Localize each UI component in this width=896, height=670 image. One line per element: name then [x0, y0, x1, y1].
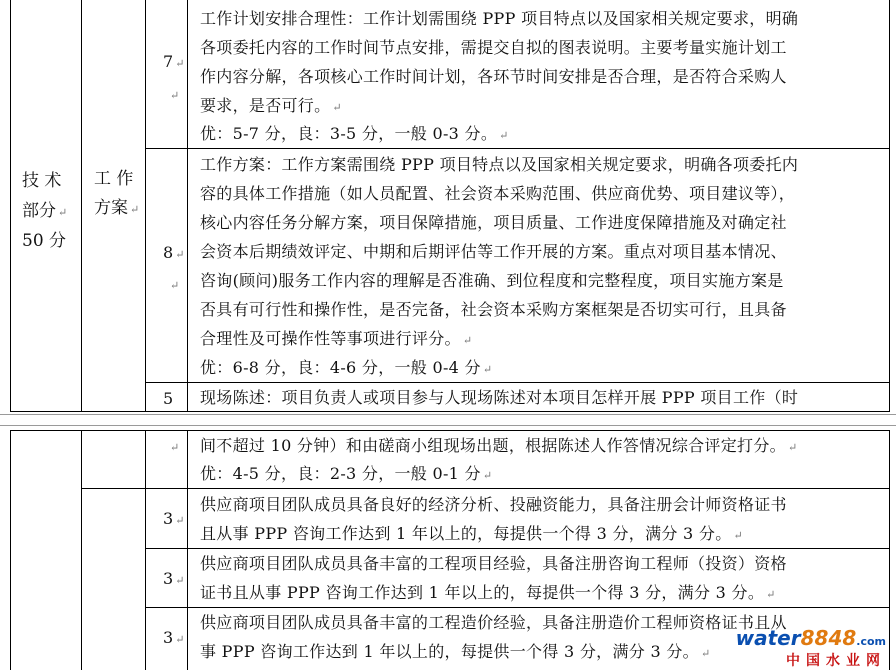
category-line: 50 分 [22, 231, 67, 251]
watermark-text: water8848.com [735, 626, 886, 650]
rating-line: 优：4-5 分，良：2-3 分，一般 0-1 分 ↵ [200, 464, 493, 483]
paragraph-mark: ↵ [170, 89, 180, 102]
subcategory-line: 方案 ↵ [94, 198, 140, 218]
rating-line: 优：6-8 分，良：4-6 分，一般 0-4 分 ↵ [200, 358, 493, 377]
subcategory-line: 工 作 [94, 169, 134, 189]
watermark-caption: 中国水业网 [786, 653, 886, 669]
criteria-line: 证书且从事 PPP 咨询工作达到 1 年以上的，每提供一个得 3 分，满分 3 分。 ↵ [200, 583, 776, 602]
criteria-line: 现场陈述：项目负责人或项目参与人现场陈述对本项目怎样开展 PPP 项目工作（时 [200, 388, 799, 407]
criteria-line: 且从事 PPP 咨询工作达到 1 年以上的，每提供一个得 3 分，满分 3 分。 ↵ [200, 524, 744, 543]
category-line: 部分 ↵ [22, 201, 68, 221]
score-cell: 3 ↵ [163, 509, 185, 528]
criteria-line: 要求，是否可行。 ↵ [200, 96, 342, 115]
score-cell: 3 ↵ [163, 628, 185, 647]
criteria-line: 咨询(顾问)服务工作内容的理解是否准确、到位程度和完整程度，项目实施方案是 [200, 271, 784, 290]
criteria-line: 工作计划安排合理性：工作计划需围绕 PPP 项目特点以及国家相关规定要求，明确 [200, 9, 799, 28]
criteria-line: 容的具体工作措施（如人员配置、社会资本采购范围、供应商优势、项目建议等）， [200, 184, 796, 203]
watermark-logo [735, 626, 890, 669]
criteria-line: 各项委托内容的工作时间节点安排，需提交自拟的图表说明。主要考量实施计划工 [200, 38, 787, 57]
criteria-line: 否具有可行性和操作性，是否完备，社会资本采购方案框架是否切实可行，且具备 [200, 300, 787, 319]
criteria-line: 核心内容任务分解方案，项目保障措施，项目质量、工作进度保障措施及对确定社 [200, 213, 787, 232]
criteria-line: 会资本后期绩效评定、中期和后期评估等工作开展的方案。重点对项目基本情况、 [200, 242, 787, 261]
criteria-line: 事 PPP 咨询工作达到 1 年以上的，每提供一个得 3 分，满分 3 分。 ↵ [200, 642, 711, 661]
criteria-line: 供应商项目团队成员具备丰富的工程项目经验，具备注册咨询工程师（投资）资格 [200, 554, 787, 573]
criteria-line: 合理性及可操作性等事项进行评分。 ↵ [200, 329, 473, 348]
criteria-line: 间不超过 10 分钟）和由磋商小组现场出题，根据陈述人作答情况综合评定打分。 ↵ [200, 436, 798, 455]
score-cell: 7 ↵ [163, 52, 185, 71]
score-cell: 5 [163, 389, 174, 408]
rating-line: 优：5-7 分，良：3-5 分，一般 0-3 分。 ↵ [200, 124, 509, 143]
paragraph-mark: ↵ [170, 441, 180, 454]
paragraph-mark: ↵ [170, 279, 180, 292]
criteria-line: 工作方案：工作方案需围绕 PPP 项目特点以及国家相关规定要求，明确各项委托内 [200, 155, 799, 174]
score-cell: 8 ↵ [163, 243, 185, 262]
score-cell: 3 ↵ [163, 569, 185, 588]
criteria-line: 供应商项目团队成员具备丰富的工程造价经验，具备注册造价工程师资格证书且从 [200, 613, 787, 632]
category-line: 技 术 [22, 171, 62, 191]
criteria-line: 供应商项目团队成员具备良好的经济分析、投融资能力，具备注册会计师资格证书 [200, 495, 787, 514]
criteria-line: 作内容分解，各项核心工作时间计划，各环节时间安排是否合理，是否符合采购人 [200, 67, 787, 86]
